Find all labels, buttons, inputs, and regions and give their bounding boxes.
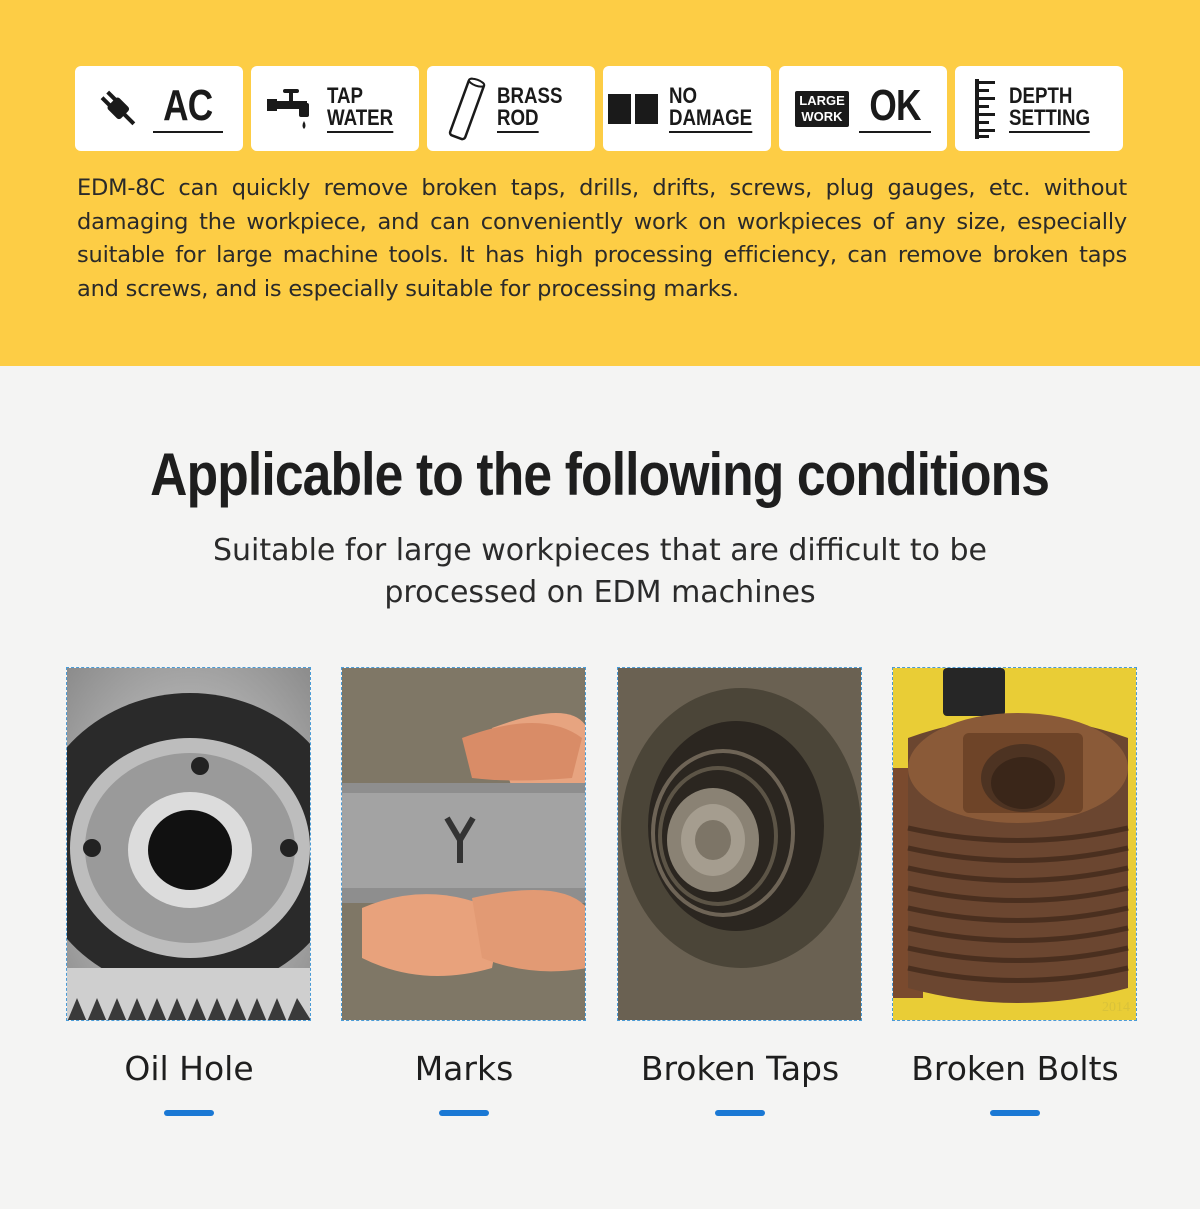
large-work-icon-line2: WORK bbox=[801, 108, 843, 124]
badge-depth-setting-line1: DEPTH bbox=[1009, 82, 1073, 108]
badge-no-damage-line2: DAMAGE bbox=[669, 107, 752, 133]
condition-gallery bbox=[66, 667, 1139, 1147]
caption-underline-broken-taps bbox=[715, 1110, 765, 1116]
split-block-icon bbox=[607, 92, 659, 126]
badge-ac-label: AC bbox=[163, 81, 213, 130]
badge-brass-rod-line2: ROD bbox=[497, 107, 539, 133]
badge-brass-rod bbox=[427, 66, 595, 151]
badge-tap-water-line1: TAP bbox=[327, 82, 364, 108]
caption-underline-broken-bolts bbox=[990, 1110, 1040, 1116]
photo-date-stamp: 2014 bbox=[1102, 1000, 1130, 1015]
section-subheadline: Suitable for large workpieces that are difficult to be processed on EDM machines bbox=[213, 533, 987, 610]
section-headline-text: Applicable to the following conditions bbox=[150, 441, 1050, 508]
badge-tap-water bbox=[251, 66, 419, 151]
badge-tap-water-line2: WATER bbox=[327, 107, 393, 133]
section-headline bbox=[0, 440, 1200, 509]
badge-brass-rod-line1: BRASS bbox=[497, 82, 563, 108]
large-work-icon-line1: LARGE bbox=[799, 92, 845, 108]
product-description: EDM-8C can quickly remove broken taps, drills, drifts, screws, plug gauges, etc. without damaging the workpiece, and can conveniently work on workpieces of any size, especially suitable for large machine tools. It has high processing efficiency, can remove broken taps and screws, and is especially suitable for processing marks. bbox=[77, 175, 1127, 302]
caption-underline-oil-hole bbox=[164, 1110, 214, 1116]
caption-broken-taps: Broken Taps bbox=[640, 1049, 840, 1088]
large-work-icon bbox=[795, 91, 849, 127]
caption-oil-hole: Oil Hole bbox=[124, 1049, 254, 1088]
caption-underline-marks bbox=[439, 1110, 489, 1116]
caption-marks: Marks bbox=[414, 1049, 514, 1088]
photo-broken-taps bbox=[617, 667, 862, 1021]
badge-ac bbox=[75, 66, 243, 151]
faucet-icon bbox=[265, 85, 317, 133]
top-banner bbox=[0, 0, 1200, 366]
badge-ok-label: OK bbox=[869, 81, 921, 130]
badge-large-work-ok bbox=[779, 66, 947, 151]
brass-rod-icon bbox=[447, 75, 487, 143]
photo-broken-bolts bbox=[892, 667, 1137, 1021]
feature-badges bbox=[75, 66, 1126, 151]
caption-broken-bolts: Broken Bolts bbox=[911, 1049, 1119, 1088]
badge-no-damage-line1: NO bbox=[669, 82, 698, 108]
ruler-icon bbox=[973, 77, 999, 141]
badge-depth-setting bbox=[955, 66, 1123, 151]
photo-marks bbox=[341, 667, 586, 1021]
badge-depth-setting-line2: SETTING bbox=[1009, 107, 1090, 133]
plug-icon bbox=[95, 85, 143, 133]
photo-oil-hole bbox=[66, 667, 311, 1021]
badge-no-damage bbox=[603, 66, 771, 151]
